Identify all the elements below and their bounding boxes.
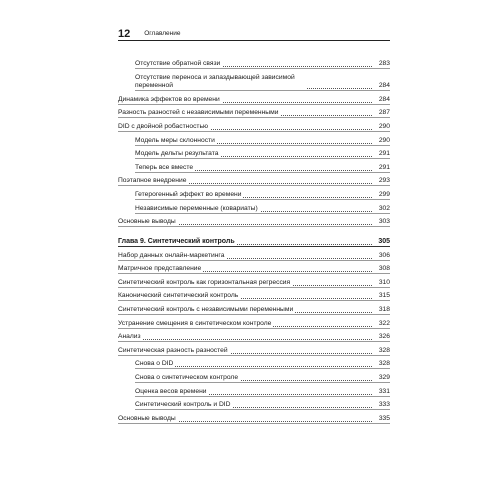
toc-entry: Синтетический контроль как горизонтальная регрессия 310 (118, 279, 390, 286)
toc-entry: Независимые переменные (ковариаты) 302 (135, 205, 390, 212)
toc-entry: Отсутствие переноса и запаздывающей зависимой переменной 284 (135, 74, 390, 89)
toc-entry: Синтетическая разность разностей 328 (118, 347, 390, 354)
toc-entry: Канонический синтетический контроль 315 (118, 292, 390, 299)
toc-entry: Разность разностей с независимыми переменными 287 (118, 109, 390, 116)
toc-chapter-heading: Глава 9. Синтетический контроль 305 (118, 238, 390, 245)
toc-entry: Снова о DID 328 (135, 360, 390, 367)
toc-entry: Снова о синтетическом контроле 329 (135, 374, 390, 381)
toc-entry: Синтетический контроль с независимыми переменными 318 (118, 306, 390, 313)
toc-entry: Модель меры склонности 290 (135, 137, 390, 144)
toc-entry: Устранение смещения в синтетическом контроле 322 (118, 320, 390, 327)
toc-entry: Отсутствие обратной связи 283 (135, 60, 390, 67)
toc-entry: Теперь все вместе 291 (135, 164, 390, 171)
page-number: 12 (118, 28, 131, 40)
toc-entry: Поэтапное внедрение 293 (118, 177, 390, 184)
toc-entry: Основные выводы 335 (118, 415, 390, 422)
running-title: Оглавление (144, 30, 181, 37)
toc-entry: Основные выводы 303 (118, 218, 390, 225)
toc-entry: DID с двойной робастностью 290 (118, 123, 390, 130)
toc-entry: Набор данных онлайн-маркетинга 306 (118, 252, 390, 259)
toc-entry: Гетерогенный эффект во времени 299 (135, 191, 390, 198)
toc-entry: Модель дельты результата 291 (135, 150, 390, 157)
running-header (118, 26, 390, 41)
toc-entry: Матричное представление 308 (118, 265, 390, 272)
toc-entry: Динамика эффектов во времени 284 (118, 96, 390, 103)
toc-entry: Анализ 326 (118, 333, 390, 340)
toc-entry: Оценка весов времени 331 (135, 388, 390, 395)
toc-entry: Синтетический контроль и DID 333 (135, 401, 390, 408)
